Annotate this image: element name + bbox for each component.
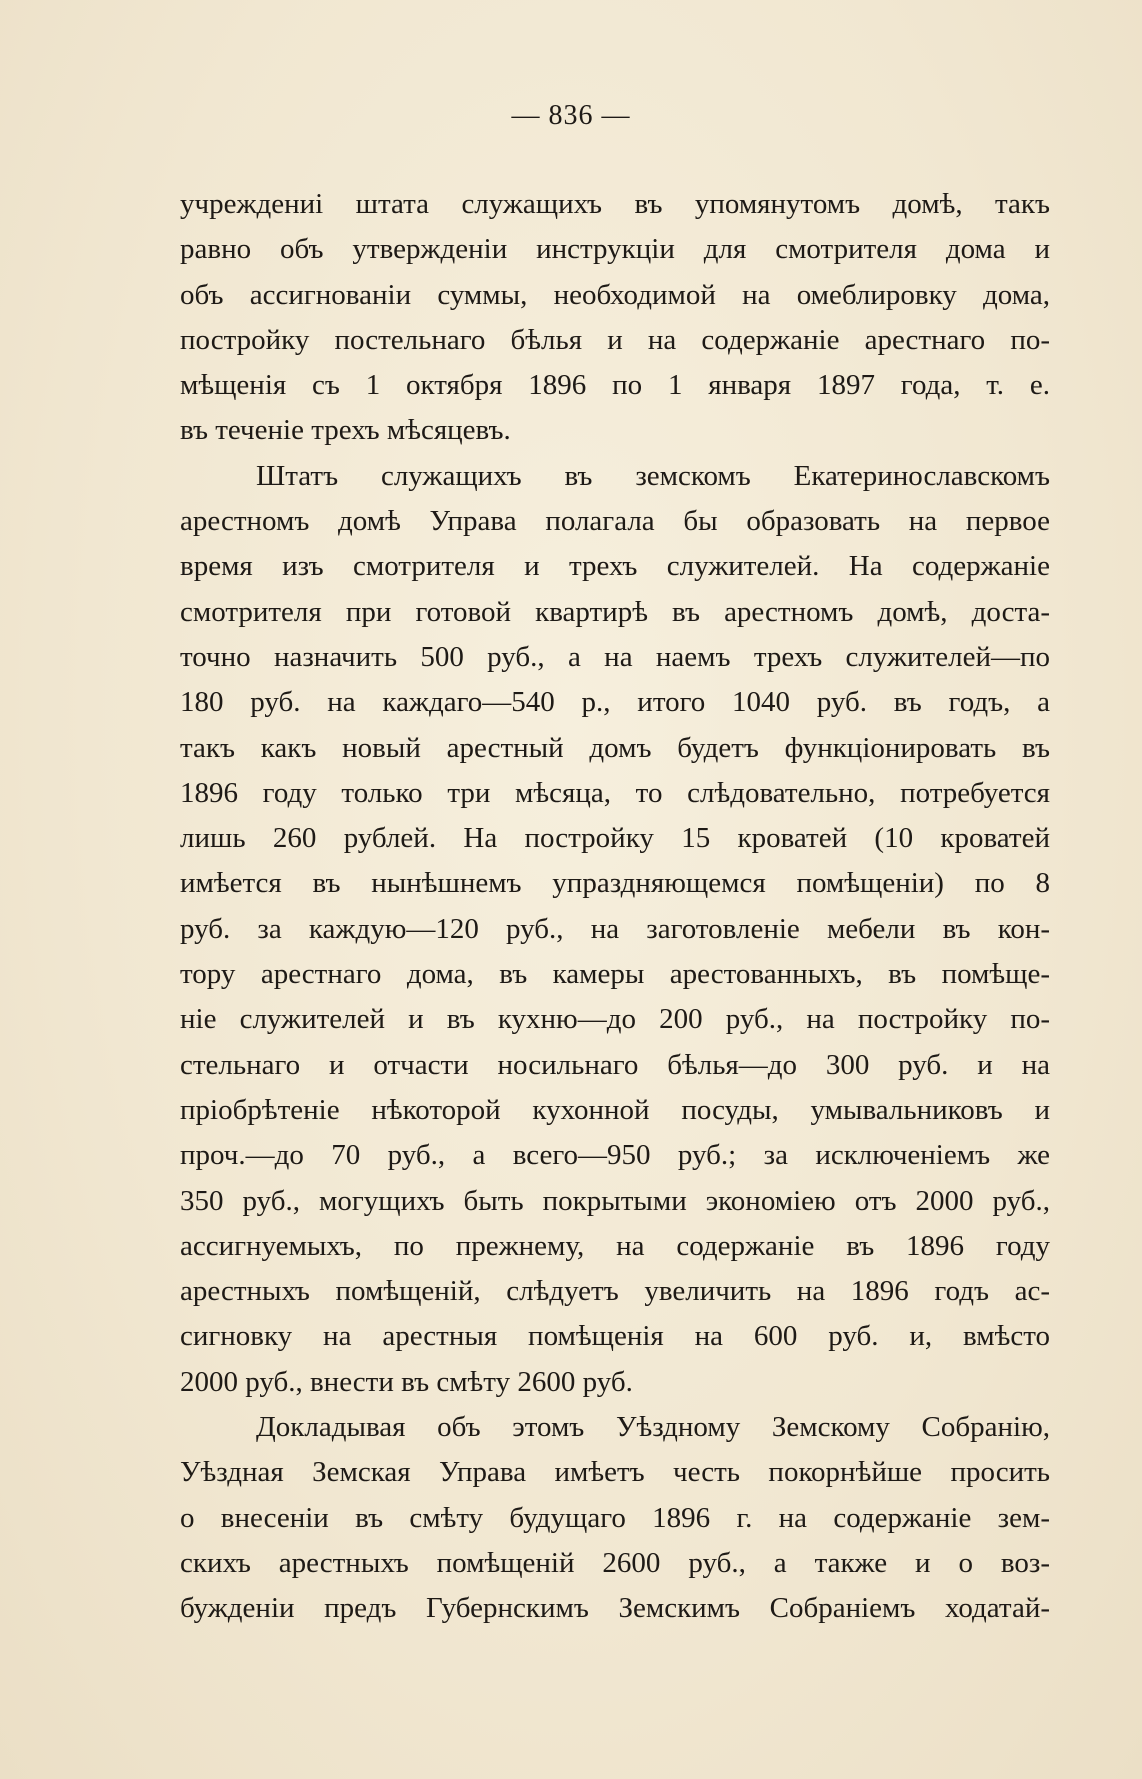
text-line: лишь 260 рублей. На постройку 15 кроватей (10 кроватей: [180, 822, 1050, 855]
text-line: 2000 руб., внести въ смѣту 2600 руб.: [180, 1365, 633, 1398]
text-line: бужденіи предъ Губернскимъ Земскимъ Собраніемъ ходатай-: [180, 1592, 1050, 1625]
text-line: 180 руб. на каждаго—540 р., итого 1040 руб. въ годъ, а: [180, 686, 1050, 719]
text-line: ніе служителей и въ кухню—до 200 руб., на постройку по-: [180, 1003, 1050, 1036]
text-line: смотрителя при готовой квартирѣ въ арестномъ домѣ, доста-: [180, 595, 1050, 628]
paragraph-start: Докладывая объ этомъ Уѣздному Земскому Собранію,: [256, 1411, 1050, 1444]
body-text: [180, 182, 1050, 1632]
text-line: тору арестнаго дома, въ камеры арестованныхъ, въ помѣще-: [180, 958, 1050, 991]
text-line: скихъ арестныхъ помѣщеній 2600 руб., а также и о воз-: [180, 1546, 1050, 1579]
text-line: проч.—до 70 руб., а всего—950 руб.; за исключеніемъ же: [180, 1139, 1050, 1172]
text-line: постройку постельнаго бѣлья и на содержаніе арестнаго по-: [180, 323, 1050, 356]
text-line: имѣется въ нынѣшнемъ упраздняющемся помѣщеніи) по 8: [180, 867, 1050, 900]
text-line: 1896 году только три мѣсяца, то слѣдовательно, потребуется: [180, 776, 1050, 809]
text-line: точно назначить 500 руб., а на наемъ трехъ служителей—по: [180, 640, 1050, 673]
text-line: сигновку на арестныя помѣщенія на 600 руб. и, вмѣсто: [180, 1320, 1050, 1353]
text-line: учреждениі штата служащихъ въ упомянутомъ домѣ, такъ: [180, 188, 1050, 220]
text-line: ассигнуемыхъ, по прежнему, на содержаніе въ 1896 году: [180, 1229, 1050, 1262]
text-line: мѣщенія съ 1 октября 1896 по 1 января 1897 года, т. е.: [180, 369, 1050, 402]
text-line: такъ какъ новый арестный домъ будетъ функціонировать въ: [180, 731, 1050, 764]
text-line: о внесеніи въ смѣту будущаго 1896 г. на содержаніе зем-: [180, 1501, 1050, 1534]
text-line: стельнаго и отчасти носильнаго бѣлья—до 300 руб. и на: [180, 1048, 1050, 1081]
text-line: пріобрѣтеніе нѣкоторой кухонной посуды, умывальниковъ и: [180, 1093, 1050, 1126]
text-line: равно объ утвержденіи инструкціи для смотрителя дома и: [180, 233, 1050, 266]
page-number: — 836 —: [511, 100, 631, 131]
text-line: Уѣздная Земская Управа имѣетъ честь покорнѣйше просить: [180, 1456, 1050, 1489]
text-line: въ теченіе трехъ мѣсяцевъ.: [180, 414, 511, 447]
paragraph-start: Штатъ служащихъ въ земскомъ Екатеринославскомъ: [256, 459, 1050, 492]
text-line: арестныхъ помѣщеній, слѣдуетъ увеличить на 1896 годъ ас-: [180, 1275, 1050, 1308]
text-line: арестномъ домѣ Управа полагала бы образовать на первое: [180, 505, 1050, 538]
text-line: объ ассигнованіи суммы, необходимой на омеблировку дома,: [180, 278, 1050, 311]
text-line: 350 руб., могущихъ быть покрытыми экономіею отъ 2000 руб.,: [180, 1184, 1050, 1217]
text-line: время изъ смотрителя и трехъ служителей. На содержаніе: [180, 550, 1050, 583]
text-line: руб. за каждую—120 руб., на заготовленіе мебели въ кон-: [180, 912, 1050, 945]
